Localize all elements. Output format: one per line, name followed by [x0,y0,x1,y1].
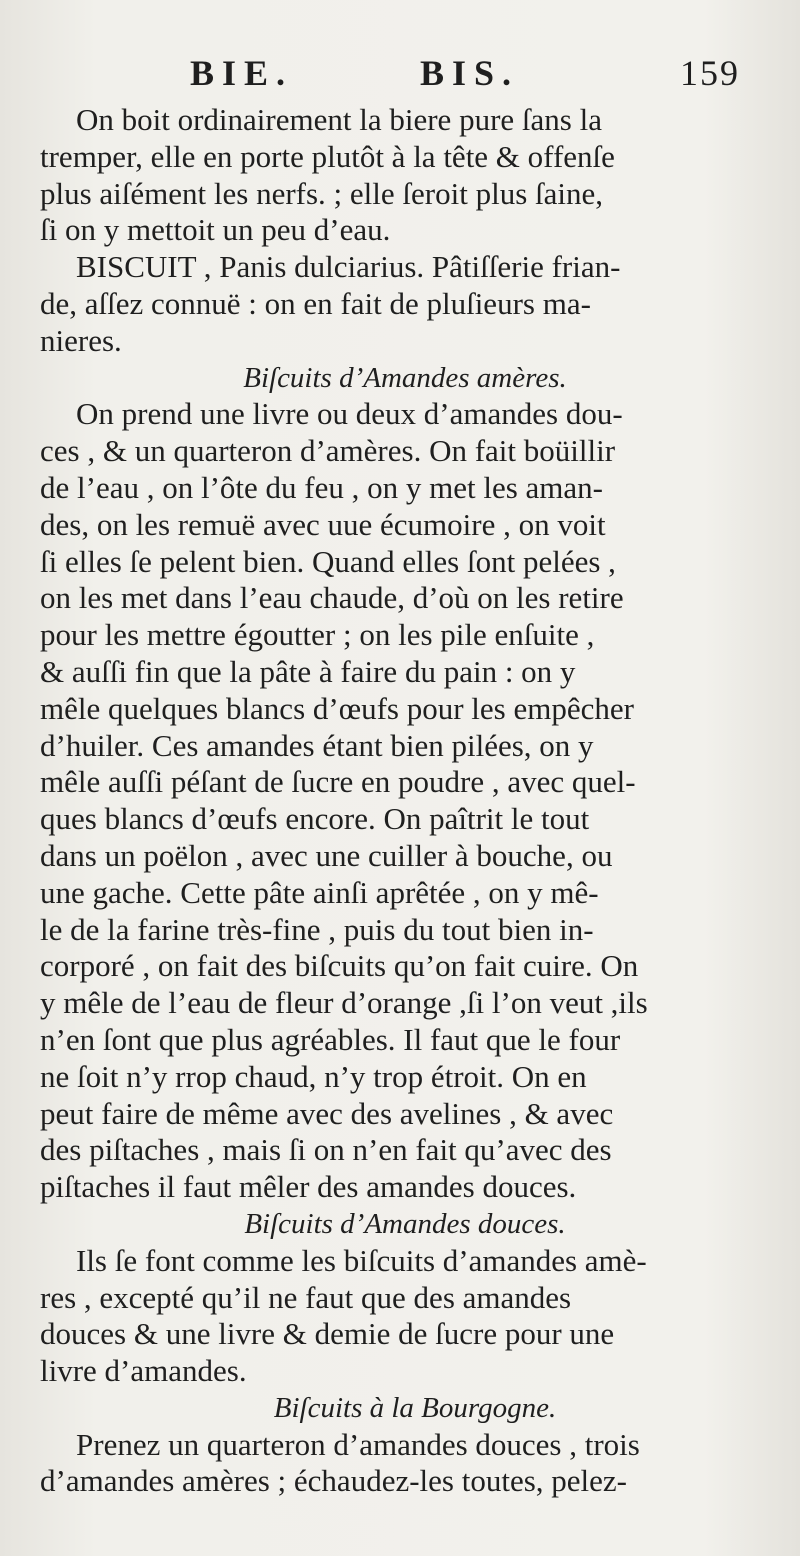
page-body [40,102,730,1500]
text-line: piſtaches il faut mêler des amandes douces. [40,1169,577,1205]
text-line: BISCUIT , Panis dulciarius. Pâtiſſerie frian- [76,249,621,285]
text-line: des piſtaches , mais ſi on n’en fait qu’avec des [40,1132,612,1168]
header-left-word: BIE. [190,53,294,93]
text-line: corporé , on fait des biſcuits qu’on fait cuire. On [40,948,639,984]
text-line: d’huiler. Ces amandes étant bien pilées, on y [40,727,594,763]
text-line: douces & une livre & demie de ſucre pour une [40,1316,615,1352]
text-line: de, aſſez connuë : on en fait de pluſieurs ma- [40,285,591,321]
running-header [190,52,740,104]
header-middle-word: BIS. [420,53,520,93]
text-line: mêle quelques blancs d’œufs pour les empêcher [40,690,634,726]
section-heading: Biſcuits d’Amandes douces. [244,1207,566,1240]
text-line: une gache. Cette pâte ainſi aprêtée , on y mê- [40,874,599,910]
text-line: dans un poëlon , avec une cuiller à bouche, ou [40,837,613,873]
text-line: de l’eau , on l’ôte du feu , on y met les aman- [40,469,603,505]
text-line: des, on les remuë avec uue écumoire , on voit [40,506,606,542]
text-line: ques blancs d’œufs encore. On paîtrit le tout [40,801,590,837]
text-line: & auſſi fin que la pâte à faire du pain : on y [40,653,576,689]
text-line: ne ſoit n’y rrop chaud, n’y trop étroit. On en [40,1058,587,1094]
text-line: Prenez un quarteron d’amandes douces , trois [76,1426,640,1462]
text-line: mêle auſſi péſant de ſucre en poudre , avec quel- [40,764,636,800]
text-line: livre d’amandes. [40,1353,247,1389]
text-line: pour les mettre égoutter ; on les pile enſuite , [40,617,595,653]
page-number: 159 [680,53,740,93]
text-line: ſi elles ſe pelent bien. Quand elles ſont pelées , [40,543,616,579]
text-line: n’en ſont que plus agréables. Il faut que le four [40,1021,621,1057]
text-line: tremper, elle en porte plutôt à la tête & offenſe [40,138,615,174]
text-line: On boit ordinairement la biere pure ſans la [76,102,602,137]
section-heading: Biſcuits d’Amandes amères. [243,361,567,394]
text-line: ces , & un quarteron d’amères. On fait boüillir [40,433,616,469]
text-line: on les met dans l’eau chaude, d’où on les retire [40,580,624,616]
text-line: On prend une livre ou deux d’amandes dou- [76,396,623,432]
section-heading: Biſcuits à la Bourgogne. [273,1391,557,1424]
text-line: le de la farine très-fine , puis du tout bien in- [40,911,594,947]
text-line: d’amandes amères ; échaudez-les toutes, pelez- [40,1463,627,1499]
text-line: ſi on y mettoit un peu d’eau. [40,212,391,248]
text-line: y mêle de l’eau de fleur d’orange ,ſi l’on veut ,ils [40,985,648,1021]
text-line: Ils ſe font comme les biſcuits d’amandes amè- [76,1242,647,1278]
text-line: peut faire de même avec des avelines , & avec [40,1095,614,1131]
text-line: nieres. [40,322,122,358]
text-line: res , excepté qu’il ne faut que des amandes [40,1279,572,1315]
text-line: plus aiſément les nerfs. ; elle ſeroit plus ſaine, [40,175,604,211]
